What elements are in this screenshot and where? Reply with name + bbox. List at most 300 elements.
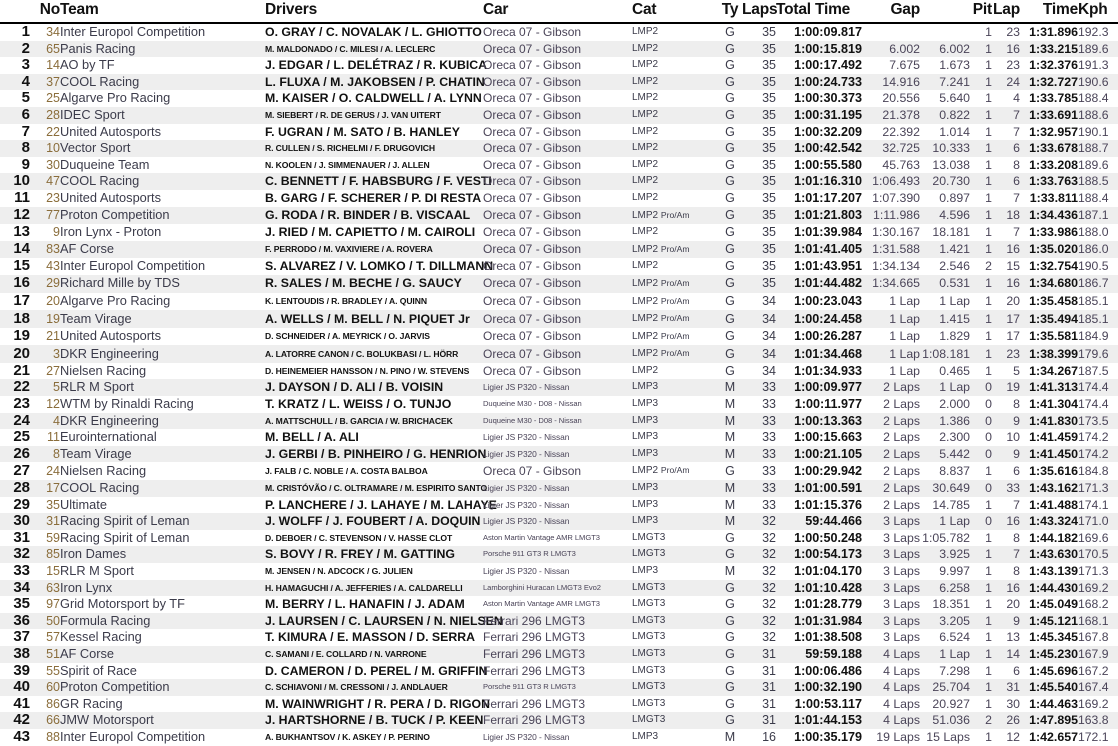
column-header-interval[interactable] (920, 0, 970, 23)
row-pit-stops: 1 (985, 329, 992, 344)
row-category-main: LMP2 (632, 226, 659, 238)
row-best-lap-time: 1:34.267 (1029, 363, 1078, 378)
row-pit-stops: 1 (985, 25, 992, 39)
row-kph: 188.6 (1078, 107, 1109, 122)
row-category (632, 429, 718, 446)
table-row[interactable] (0, 679, 1118, 696)
row-category-subclass: Pro/Am (660, 348, 690, 359)
row-car-model: Oreca 07 - Gibson (483, 463, 582, 478)
row-category-subclass: Pro/Am (660, 295, 690, 306)
row-laps: 35 (762, 157, 776, 172)
row-gap: 2 Laps (883, 446, 920, 461)
row-best-lap-number: 20 (1006, 597, 1020, 612)
row-car-number: 59 (46, 530, 60, 545)
column-header-best-lap-time[interactable]: Time (1042, 1, 1078, 18)
table-row[interactable] (0, 310, 1118, 328)
row-total-time: 1:00:09.977 (794, 380, 862, 395)
row-total-time: 1:01:34.933 (794, 363, 862, 378)
table-row[interactable] (0, 258, 1118, 275)
row-drivers: P. LANCHERE / J. LAHAYE / M. LAHAYE (265, 497, 497, 512)
row-category-main: LMP2 (632, 348, 659, 360)
table-row[interactable] (0, 74, 1118, 91)
table-row[interactable] (0, 613, 1118, 630)
row-best-lap-number: 30 (1006, 696, 1020, 711)
row-interval: 15 Laps (926, 729, 970, 744)
table-row[interactable] (0, 328, 1118, 346)
row-drivers: M. KAISER / O. CALDWELL / A. LYNN (265, 91, 482, 106)
row-car-number: 22 (46, 124, 60, 139)
row-team-name: Proton Competition (60, 207, 170, 223)
row-car-number: 83 (46, 242, 60, 257)
row-best-lap-time: 1:41.313 (1029, 380, 1078, 395)
row-category (632, 530, 718, 547)
row-kph: 174.2 (1078, 446, 1109, 461)
row-position: 34 (13, 578, 30, 596)
row-pit-stops: 0 (985, 413, 992, 428)
row-laps: 31 (762, 646, 776, 661)
column-header-pit[interactable]: Pit (972, 1, 992, 18)
row-car-number: 11 (47, 430, 60, 445)
row-gap: 1:31.588 (872, 242, 920, 257)
row-kph: 188.4 (1078, 91, 1109, 106)
table-row[interactable] (0, 173, 1118, 190)
row-tyre: M (724, 413, 736, 428)
row-drivers: T. KRATZ / L. WEISS / O. TUNJO (265, 397, 452, 412)
row-category (632, 613, 718, 630)
row-category (632, 293, 718, 311)
row-kph: 169.2 (1078, 580, 1109, 595)
row-car-number: 8 (53, 446, 60, 461)
row-tyre: M (724, 380, 736, 395)
row-kph: 192.3 (1078, 25, 1109, 39)
row-car-number: 51 (46, 646, 60, 661)
row-car-model: Ferrari 296 LMGT3 (483, 663, 586, 678)
row-kph: 170.5 (1078, 547, 1109, 562)
row-interval: 2.000 (939, 397, 970, 412)
table-row[interactable] (0, 23, 1118, 41)
row-best-lap-time: 1:45.345 (1029, 630, 1078, 645)
column-header-laps[interactable]: Laps (742, 1, 778, 18)
row-best-lap-time: 1:35.020 (1029, 242, 1078, 257)
row-car-number: 43 (46, 259, 60, 274)
row-car-number: 31 (46, 514, 60, 529)
row-laps: 33 (762, 497, 776, 512)
row-team-name: Inter Europol Competition (60, 258, 206, 274)
row-laps: 32 (762, 580, 776, 595)
row-total-time: 1:00:32.190 (794, 680, 862, 695)
column-header-gap[interactable]: Gap (890, 1, 920, 18)
row-kph: 172.1 (1078, 729, 1109, 744)
row-category-main: LMP3 (632, 515, 659, 527)
table-row[interactable] (0, 696, 1118, 713)
row-best-lap-number: 10 (1006, 430, 1020, 445)
row-category-main: LMP3 (632, 565, 659, 576)
table-row[interactable] (0, 712, 1118, 729)
row-total-time: 59:44.466 (805, 514, 862, 529)
row-car-number: 85 (46, 547, 60, 562)
row-tyre: G (725, 294, 735, 308)
row-tyre: M (724, 481, 736, 496)
row-category (632, 310, 718, 328)
row-car-model: Oreca 07 - Gibson (483, 363, 582, 378)
row-kph: 190.5 (1078, 259, 1109, 274)
row-best-lap-time: 1:33.215 (1029, 41, 1078, 56)
row-best-lap-time: 1:34.680 (1029, 276, 1078, 291)
row-laps: 35 (762, 58, 776, 73)
row-category-main: LMGT3 (632, 614, 666, 626)
row-best-lap-time: 1:32.957 (1029, 124, 1078, 139)
row-pit-stops: 1 (985, 41, 992, 56)
row-team-name: Nielsen Racing (60, 462, 147, 478)
row-team-name: AF Corse (60, 241, 115, 257)
row-car-model: Oreca 07 - Gibson (483, 276, 582, 291)
row-best-lap-number: 18 (1006, 208, 1020, 223)
table-row[interactable] (0, 107, 1118, 124)
row-kph: 167.2 (1078, 663, 1109, 678)
row-kph: 174.4 (1078, 397, 1109, 412)
row-category (632, 157, 718, 174)
column-header-drivers[interactable]: Drivers (265, 1, 318, 18)
table-row[interactable] (0, 140, 1118, 157)
row-pit-stops: 1 (985, 663, 992, 678)
row-team-name: WTM by Rinaldi Racing (60, 396, 194, 412)
row-pit-stops: 1 (985, 242, 992, 257)
row-drivers: A. LATORRE CANON / C. BOLUKBASI / L. HÖRR (265, 348, 459, 359)
row-drivers: R. CULLEN / S. RICHELMI / F. DRUGOVICH (265, 143, 435, 154)
row-drivers: J. HARTSHORNE / B. TUCK / P. KEEN (265, 713, 484, 728)
row-position: 24 (13, 411, 30, 429)
row-total-time: 1:00:15.663 (794, 430, 862, 445)
row-best-lap-time: 1:45.230 (1029, 646, 1078, 661)
row-interval: 6.258 (939, 580, 970, 595)
row-best-lap-number: 8 (1013, 397, 1020, 412)
row-team-name: JMW Motorsport (60, 712, 154, 728)
row-interval: 9.997 (939, 564, 970, 578)
row-interval: 2.546 (939, 259, 970, 274)
row-total-time: 1:01:00.591 (794, 481, 862, 496)
row-gap: 1 Lap (889, 329, 920, 344)
row-car-number: 20 (46, 294, 60, 308)
row-drivers: H. HAMAGUCHI / A. JEFFERIES / A. CALDARELLI (265, 582, 463, 593)
row-total-time: 1:00:11.977 (794, 397, 862, 412)
row-gap: 3 Laps (883, 564, 920, 578)
table-row[interactable] (0, 563, 1118, 580)
column-header-tyre[interactable]: Ty (721, 1, 739, 18)
row-position: 32 (13, 545, 30, 563)
row-car-model: Oreca 07 - Gibson (483, 91, 582, 106)
row-team-name: GR Racing (60, 695, 123, 711)
row-total-time: 1:01:17.207 (794, 190, 862, 205)
row-interval: 4.596 (939, 208, 970, 223)
header-row (0, 0, 1118, 23)
row-drivers: M. JENSEN / N. ADCOCK / G. JULIEN (265, 566, 413, 576)
row-kph: 188.7 (1078, 141, 1109, 156)
row-category (632, 328, 718, 346)
row-position: 6 (21, 105, 30, 123)
row-best-lap-time: 1:43.139 (1029, 564, 1078, 578)
row-best-lap-time: 1:43.630 (1029, 547, 1078, 562)
row-gap: 1:34.665 (872, 276, 920, 291)
row-category (632, 646, 718, 663)
row-kph: 184.9 (1078, 329, 1109, 344)
row-car-model: Ligier JS P320 - Nissan (483, 731, 570, 742)
row-tyre: G (725, 646, 735, 661)
row-laps: 33 (762, 380, 776, 395)
row-kph: 167.9 (1078, 646, 1109, 661)
row-position: 43 (13, 727, 30, 745)
column-header-position[interactable] (0, 0, 30, 23)
row-best-lap-number: 6 (1013, 174, 1020, 189)
row-best-lap-time: 1:38.399 (1029, 346, 1078, 361)
row-pit-stops: 0 (985, 380, 992, 395)
row-interval: 0.897 (939, 190, 970, 205)
row-interval: 7.298 (939, 663, 970, 678)
row-position: 16 (13, 274, 30, 292)
row-drivers: S. BOVY / R. FREY / M. GATTING (265, 547, 455, 562)
row-car-model: Ligier JS P320 - Nissan (483, 483, 570, 494)
row-category-main: LMP2 (632, 92, 659, 104)
row-kph: 168.2 (1078, 597, 1109, 612)
table-row[interactable] (0, 345, 1118, 363)
row-category-main: LMP3 (632, 414, 659, 426)
table-row[interactable] (0, 497, 1118, 514)
row-car-model: Oreca 07 - Gibson (483, 41, 582, 56)
table-row[interactable] (0, 224, 1118, 241)
row-position: 17 (13, 292, 30, 309)
row-tyre: G (725, 580, 735, 595)
row-laps: 16 (762, 729, 776, 744)
table-row[interactable] (0, 480, 1118, 497)
row-gap: 4 Laps (883, 696, 920, 711)
row-team-name: DKR Engineering (60, 412, 159, 428)
row-car-number: 19 (46, 311, 60, 326)
row-total-time: 59:59.188 (805, 646, 862, 661)
row-car-number: 35 (46, 497, 60, 512)
row-pit-stops: 1 (985, 363, 992, 378)
table-row[interactable] (0, 629, 1118, 646)
row-best-lap-number: 24 (1006, 74, 1020, 89)
table-row[interactable] (0, 57, 1118, 74)
row-best-lap-time: 1:41.304 (1029, 397, 1078, 412)
row-car-number: 34 (46, 25, 60, 39)
row-drivers: A. BUKHANTSOV / K. ASKEY / P. PERINO (265, 731, 430, 742)
row-category-main: LMP3 (632, 482, 659, 494)
row-car-number: 47 (46, 174, 60, 189)
row-best-lap-number: 16 (1006, 580, 1020, 595)
row-pit-stops: 1 (985, 547, 992, 562)
row-car-number: 25 (46, 91, 60, 106)
table-row[interactable] (0, 596, 1118, 613)
row-total-time: 1:00:55.580 (794, 157, 862, 172)
row-tyre: M (724, 397, 736, 412)
row-car-model: Oreca 07 - Gibson (483, 141, 582, 156)
table-row[interactable] (0, 546, 1118, 563)
row-category-main: LMGT3 (632, 548, 666, 560)
row-kph: 168.1 (1078, 613, 1109, 628)
row-car-model: Lamborghini Huracan LMGT3 Evo2 (483, 582, 601, 592)
table-row[interactable] (0, 190, 1118, 207)
row-category (632, 107, 718, 124)
row-car-number: 37 (46, 74, 60, 89)
table-row[interactable] (0, 429, 1118, 446)
row-interval: 1.386 (939, 413, 970, 428)
row-best-lap-time: 1:41.459 (1029, 430, 1078, 445)
table-row[interactable] (0, 157, 1118, 174)
row-gap: 7.675 (889, 58, 920, 73)
table-row[interactable] (0, 90, 1118, 107)
row-car-number: 57 (46, 630, 60, 645)
row-position: 39 (13, 661, 30, 679)
row-car-number: 97 (46, 597, 60, 612)
table-row[interactable] (0, 462, 1118, 480)
row-pit-stops: 1 (985, 190, 992, 205)
column-header-car[interactable]: Car (483, 1, 509, 18)
row-gap: 1 Lap (889, 294, 920, 308)
row-best-lap-number: 5 (1013, 363, 1020, 378)
row-kph: 188.0 (1078, 225, 1109, 240)
row-position: 33 (13, 562, 30, 579)
row-kph: 188.4 (1078, 190, 1109, 205)
row-total-time: 1:00:15.819 (794, 41, 862, 56)
row-car-model: Oreca 07 - Gibson (483, 346, 582, 361)
row-category-main: LMGT3 (632, 714, 666, 726)
row-drivers: J. GERBI / B. PINHEIRO / G. HENRION (265, 446, 487, 461)
table-row[interactable] (0, 663, 1118, 680)
row-car-number: 17 (46, 481, 60, 496)
row-position: 2 (21, 39, 30, 57)
table-row[interactable] (0, 363, 1118, 380)
row-car-number: 15 (46, 564, 60, 578)
row-pit-stops: 2 (985, 713, 992, 728)
row-position: 1 (21, 23, 30, 40)
table-row[interactable] (0, 580, 1118, 597)
row-car-model: Oreca 07 - Gibson (483, 208, 582, 223)
table-row[interactable] (0, 379, 1118, 396)
row-tyre: G (725, 242, 735, 257)
column-header-team[interactable]: Team (60, 1, 99, 18)
row-position: 3 (21, 56, 30, 74)
row-category-main: LMGT3 (632, 631, 666, 643)
row-tyre: G (725, 311, 735, 326)
row-gap: 1 Lap (889, 346, 920, 361)
row-car-model: Aston Martin Vantage AMR LMGT3 (483, 599, 600, 609)
table-row[interactable] (0, 729, 1118, 746)
row-laps: 33 (762, 413, 776, 428)
row-kph: 185.1 (1078, 311, 1109, 326)
row-car-model: Oreca 07 - Gibson (483, 242, 582, 257)
row-tyre: G (725, 530, 735, 545)
row-position: 29 (13, 495, 30, 513)
row-interval: 7.241 (939, 74, 970, 89)
table-row[interactable] (0, 124, 1118, 141)
row-best-lap-time: 1:35.458 (1029, 294, 1078, 308)
row-car-model: Ferrari 296 LMGT3 (483, 696, 586, 711)
table-row[interactable] (0, 293, 1118, 311)
row-interval: 13.038 (932, 157, 970, 172)
row-best-lap-number: 4 (1013, 91, 1020, 106)
row-best-lap-time: 1:33.763 (1029, 174, 1078, 189)
row-position: 26 (13, 444, 30, 462)
column-header-kph[interactable]: Kph (1078, 1, 1108, 18)
table-row[interactable] (0, 413, 1118, 430)
row-drivers: J. EDGAR / L. DELÉTRAZ / R. KUBICA (265, 58, 488, 73)
row-interval: 18.351 (932, 597, 970, 612)
row-pit-stops: 0 (985, 514, 992, 529)
row-team-name: Iron Lynx (60, 579, 113, 595)
row-team-name: United Autosports (60, 328, 162, 344)
table-row[interactable] (0, 41, 1118, 58)
row-laps: 32 (762, 597, 776, 612)
table-row[interactable] (0, 207, 1118, 225)
row-laps: 34 (762, 329, 776, 344)
table-row[interactable] (0, 275, 1118, 293)
table-row[interactable] (0, 241, 1118, 259)
row-laps: 32 (762, 530, 776, 545)
table-row[interactable] (0, 396, 1118, 413)
row-category (632, 629, 718, 646)
row-drivers: M. BERRY / L. HANAFIN / J. ADAM (265, 597, 465, 612)
row-team-name: Team Virage (60, 445, 132, 461)
row-car-model: Ferrari 296 LMGT3 (483, 713, 586, 728)
row-category (632, 513, 718, 530)
row-tyre: G (725, 680, 735, 695)
row-gap: 19 Laps (876, 729, 920, 744)
row-total-time: 1:01:38.508 (794, 630, 862, 645)
row-category-main: LMP2 (632, 142, 659, 154)
row-pit-stops: 1 (985, 463, 992, 478)
row-pit-stops: 1 (985, 597, 992, 612)
table-row[interactable] (0, 513, 1118, 530)
row-best-lap-time: 1:32.754 (1029, 259, 1078, 274)
row-laps: 33 (762, 430, 776, 445)
column-header-category[interactable]: Cat (632, 1, 657, 18)
table-row[interactable] (0, 646, 1118, 663)
row-drivers: D. HEINEMEIER HANSSON / N. PINO / W. STEVENS (265, 365, 470, 376)
row-pit-stops: 1 (985, 225, 992, 240)
row-pit-stops: 2 (985, 259, 992, 274)
row-car-model: Oreca 07 - Gibson (483, 311, 582, 326)
row-tyre: G (725, 663, 735, 678)
table-row[interactable] (0, 446, 1118, 463)
row-tyre: G (725, 696, 735, 711)
row-category (632, 546, 718, 563)
row-pit-stops: 1 (985, 74, 992, 89)
column-header-best-lap-number[interactable]: Lap (993, 1, 1020, 18)
row-best-lap-time: 1:33.208 (1029, 157, 1078, 172)
row-interval: 1.829 (939, 329, 970, 344)
row-car-number: 30 (46, 157, 60, 172)
row-category (632, 563, 718, 580)
table-row[interactable] (0, 530, 1118, 547)
row-laps: 35 (762, 124, 776, 139)
row-pit-stops: 1 (985, 680, 992, 695)
row-best-lap-number: 8 (1013, 530, 1020, 545)
row-category (632, 396, 718, 413)
row-category-main: LMGT3 (632, 664, 666, 676)
row-laps: 35 (762, 25, 776, 39)
row-best-lap-time: 1:43.162 (1029, 481, 1078, 496)
row-category-main: LMP2 (632, 277, 659, 289)
row-category (632, 57, 718, 74)
row-pit-stops: 1 (985, 630, 992, 645)
column-header-total-time[interactable]: Total Time (776, 1, 851, 18)
column-header-number[interactable]: No (39, 1, 60, 18)
row-car-number: 3 (53, 346, 60, 361)
row-best-lap-time: 1:32.376 (1029, 58, 1078, 73)
row-kph: 169.6 (1078, 530, 1109, 545)
row-gap: 2 Laps (883, 413, 920, 428)
row-laps: 33 (762, 397, 776, 412)
